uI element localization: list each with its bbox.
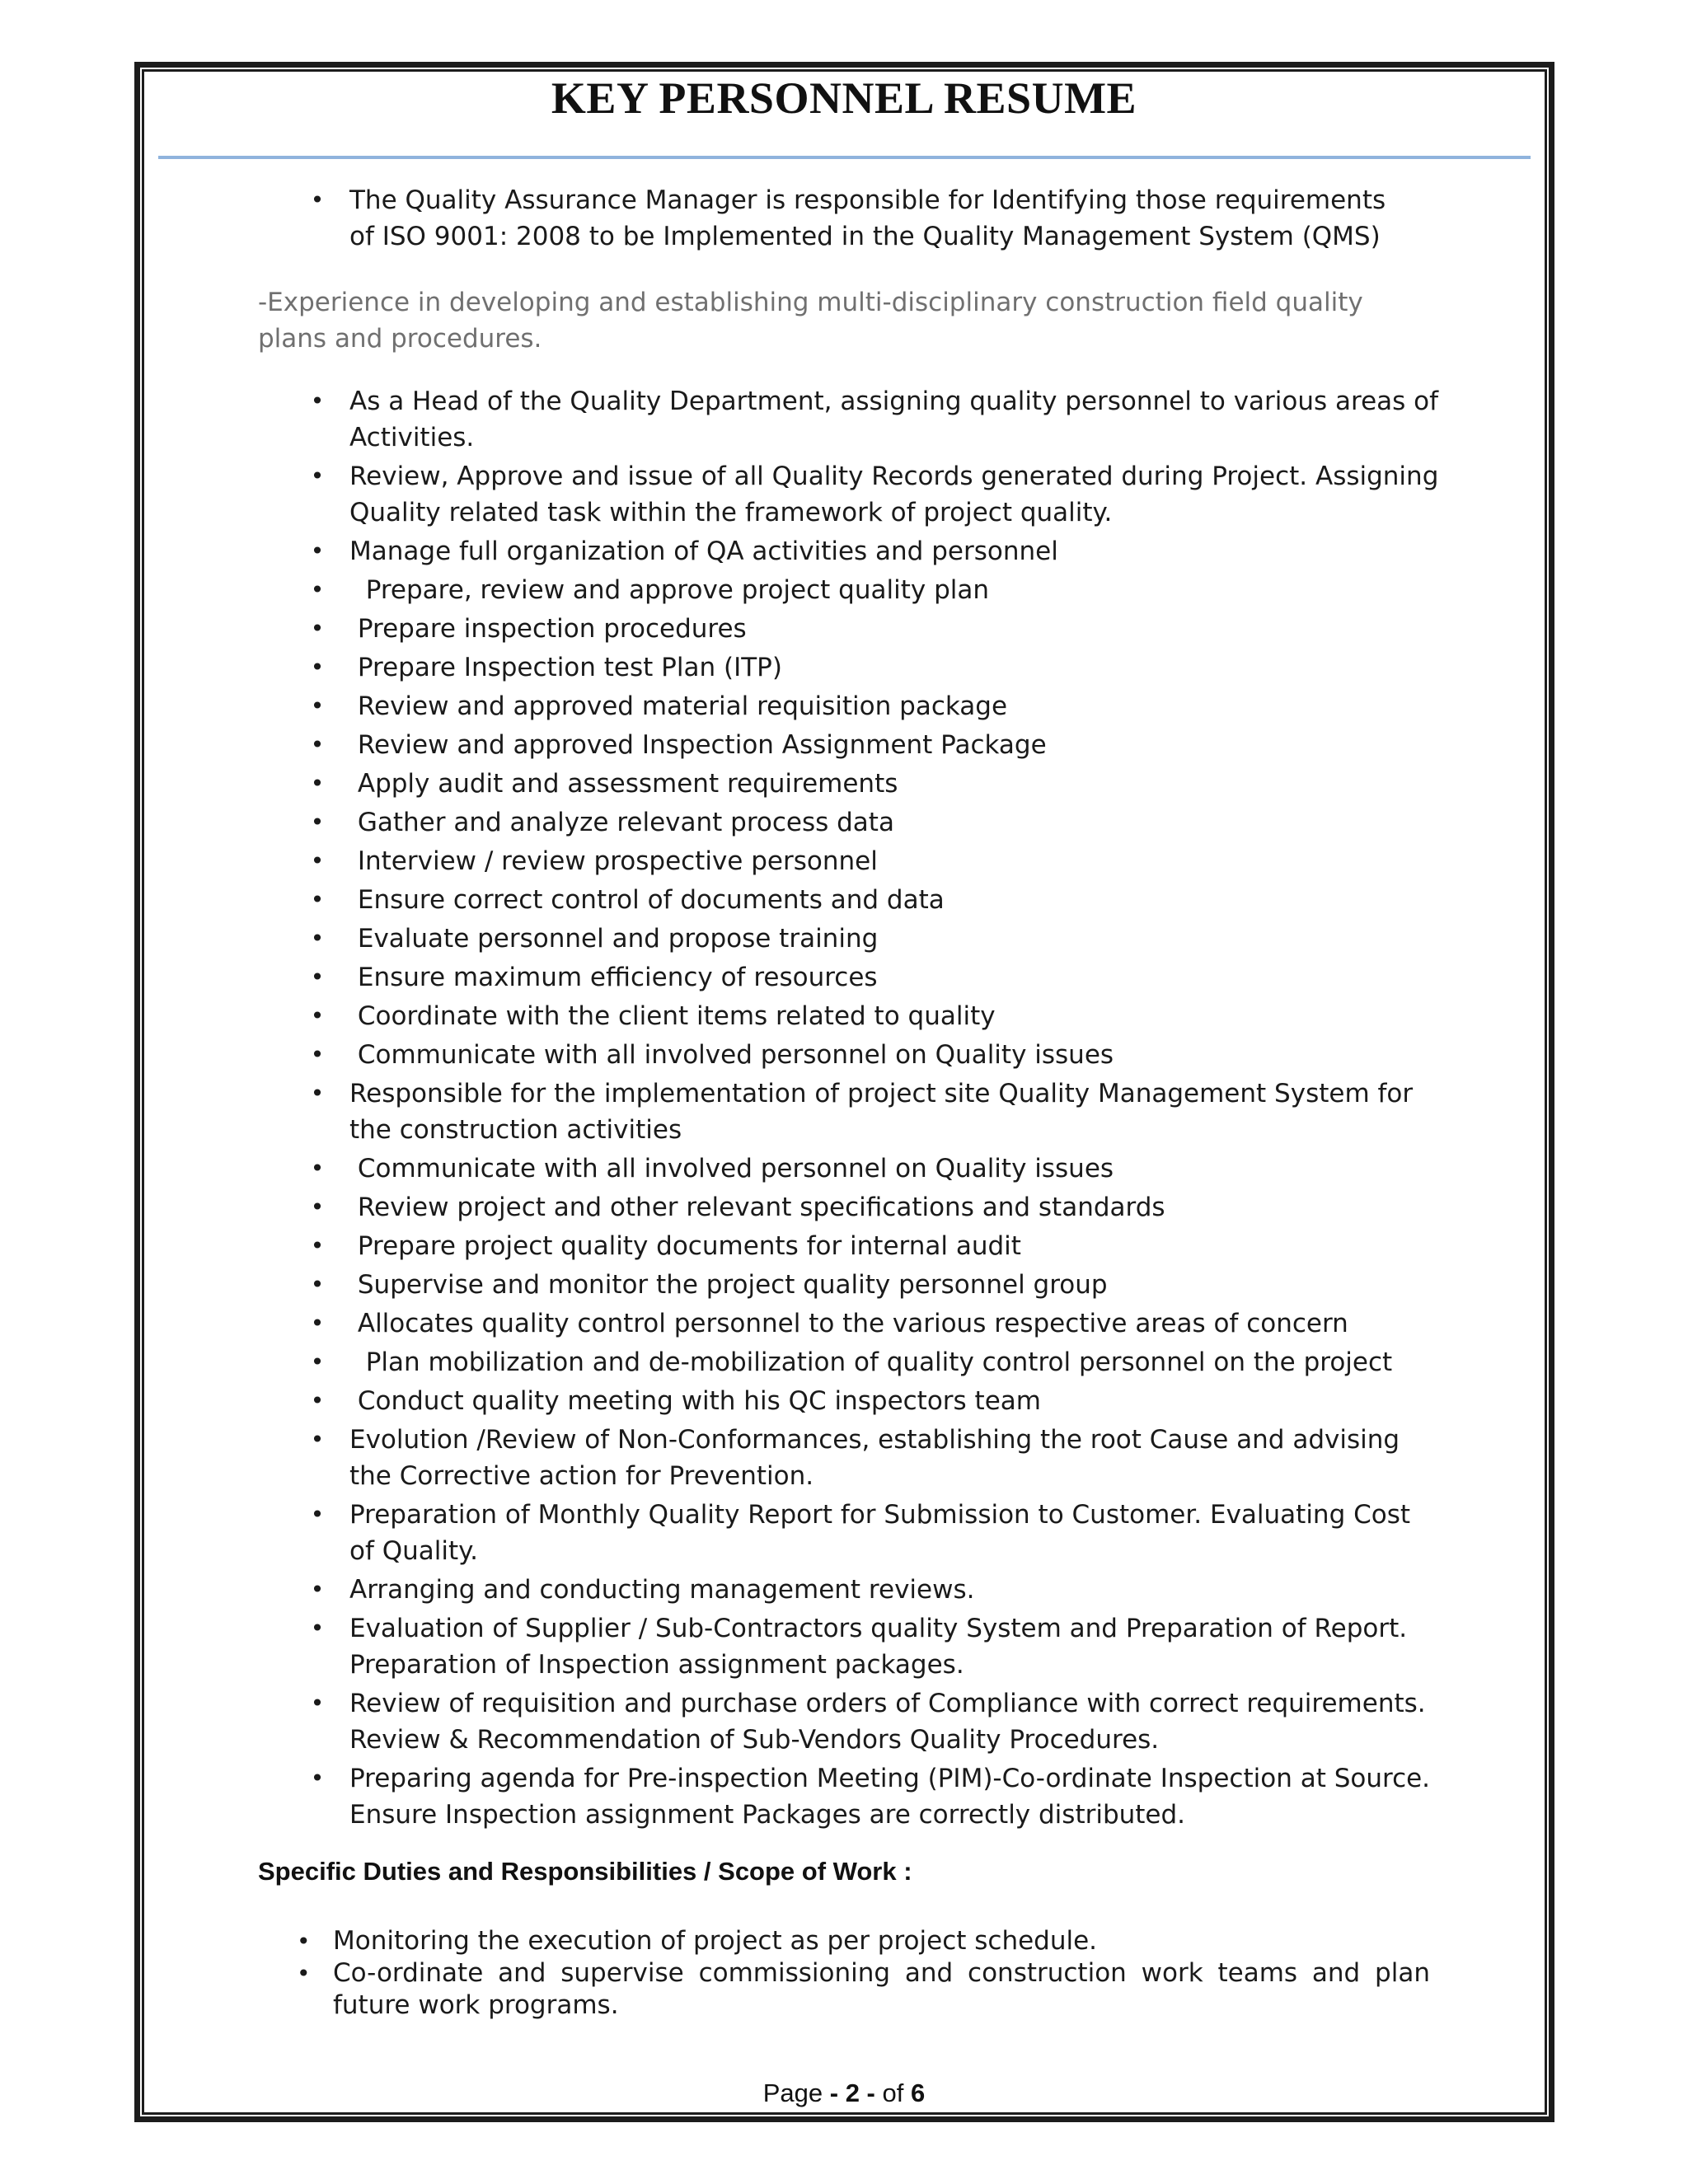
list-item-text: Co-ordinate and supervise commissioning and construction work teams and plan future work programs. (333, 1958, 1438, 2020)
list-item (305, 1422, 1442, 1494)
bullet-icon: • (310, 692, 325, 719)
list-item-text: Review project and other relevant specifications and standards (349, 1193, 1165, 1222)
list-item (305, 688, 1442, 724)
list-item (305, 611, 1442, 647)
bullet-icon: • (310, 1271, 325, 1298)
list-item-text: Plan mobilization and de-mobilization of quality control personnel on the project (349, 1347, 1393, 1377)
list-item-text: Preparation of Monthly Quality Report for Submission to Customer. Evaluating Cost of Quality. (349, 1500, 1418, 1566)
bullet-icon: • (310, 1080, 325, 1107)
list-item (305, 1760, 1442, 1833)
list-item-text: Monitoring the execution of project as per project schedule. (333, 1926, 1098, 1956)
list-item-text: Review, Approve and issue of all Quality Records generated during Project. Assigning Quality related task within the framework of project quality. (349, 462, 1447, 527)
list-item (305, 1383, 1442, 1419)
list-item-text: Apply audit and assessment requirements (349, 769, 898, 799)
scope-bullet-list (297, 1925, 1438, 2022)
document-title: KEY PERSONNEL RESUME (551, 73, 1137, 123)
bullet-icon: • (310, 537, 325, 565)
footer-page-word: Page (762, 2079, 823, 2107)
list-item-text: Arranging and conducting management reviews. (349, 1575, 975, 1605)
list-item-text: Evolution /Review of Non-Conformances, establishing the root Cause and advising the Corrective action for Prevention. (349, 1425, 1408, 1491)
intro-bullet-list (305, 182, 1409, 255)
list-item (305, 1037, 1442, 1073)
bullet-icon: • (310, 770, 325, 797)
list-item-text: Prepare Inspection test Plan (ITP) (349, 653, 782, 682)
bullet-icon: • (310, 186, 325, 213)
list-item (305, 882, 1442, 918)
list-item-text: Communicate with all involved personnel on Quality issues (349, 1040, 1114, 1070)
bullet-icon: • (310, 1765, 325, 1792)
section-heading: Specific Duties and Responsibilities / Scope of Work : (258, 1857, 912, 1886)
bullet-icon: • (310, 387, 325, 415)
list-item-text: Review of requisition and purchase orders of Compliance with correct requirements. Review & Recommendation of Sub-Vendors Quality Procedures. (349, 1689, 1434, 1755)
list-item (305, 1572, 1442, 1608)
page-footer (0, 2079, 1688, 2108)
list-item-text: Communicate with all involved personnel on Quality issues (349, 1154, 1114, 1183)
list-item (297, 1957, 1438, 2022)
list-item-text: Manage full organization of QA activities and personnel (349, 537, 1058, 566)
bullet-icon: • (310, 462, 325, 490)
bullet-icon: • (310, 847, 325, 874)
list-item (305, 458, 1447, 531)
bullet-icon: • (310, 1002, 325, 1029)
list-item-text: Interview / review prospective personnel (349, 846, 878, 876)
list-item (297, 1925, 1430, 1957)
list-item-text: Evaluate personnel and propose training (349, 924, 879, 954)
list-item-text: Preparing agenda for Pre-inspection Meeting (PIM)-Co-ordinate Inspection at Source. Ensure Inspection assignment Packages are correctly distributed. (349, 1764, 1438, 1830)
list-item (305, 1305, 1442, 1342)
bullet-icon: • (310, 886, 325, 913)
list-item-text: Allocates quality control personnel to the various respective areas of concern (349, 1309, 1348, 1338)
bullet-icon: • (310, 1501, 325, 1528)
list-item (305, 1267, 1442, 1303)
bullet-icon: • (310, 1348, 325, 1376)
bullet-icon: • (310, 925, 325, 952)
bullet-icon: • (310, 1576, 325, 1603)
bullet-icon: • (310, 1426, 325, 1453)
list-item-text: Ensure maximum efficiency of resources (349, 963, 878, 992)
bullet-icon: • (297, 1928, 311, 1955)
bullet-icon: • (310, 1690, 325, 1717)
list-item-text: Prepare, review and approve project quality plan (349, 575, 990, 605)
bullet-icon: • (310, 1310, 325, 1337)
bullet-icon: • (310, 615, 325, 642)
list-item (305, 383, 1447, 456)
list-item (305, 572, 1442, 608)
list-item (305, 649, 1442, 686)
list-item (305, 921, 1442, 957)
list-item (305, 843, 1442, 879)
bullet-icon: • (310, 731, 325, 758)
list-item (305, 1685, 1442, 1758)
bullet-icon: • (297, 1960, 311, 1987)
list-item (305, 1189, 1442, 1226)
bullet-icon: • (310, 654, 325, 681)
list-item (305, 998, 1442, 1034)
list-item-text: Responsible for the implementation of project site Quality Management System for the construction activities (349, 1079, 1421, 1145)
bullet-icon: • (310, 1193, 325, 1221)
footer-current-page: - 2 - (829, 2079, 875, 2107)
list-item (305, 1497, 1442, 1569)
list-item-text: Supervise and monitor the project quality personnel group (349, 1270, 1108, 1300)
list-item (305, 959, 1442, 996)
title-divider (158, 156, 1531, 159)
list-item (305, 533, 1442, 569)
bullet-icon: • (310, 808, 325, 836)
list-item (305, 182, 1409, 255)
list-item-text: Review and approved material requisition package (349, 691, 1008, 721)
bullet-icon: • (310, 1232, 325, 1259)
list-item-text: Ensure correct control of documents and data (349, 885, 945, 915)
list-item-text: As a Head of the Quality Department, assigning quality personnel to various areas of Activities. (349, 387, 1447, 452)
list-item-text: The Quality Assurance Manager is responsible for Identifying those requirements of ISO 9001: 2008 to be Implemented in the Quality Management System (QMS) (349, 185, 1410, 251)
list-item-text: Review and approved Inspection Assignment Package (349, 730, 1047, 760)
list-item (305, 727, 1442, 763)
list-item (305, 1610, 1442, 1683)
bullet-icon: • (310, 1387, 325, 1414)
list-item (305, 1151, 1442, 1187)
list-item (305, 1228, 1442, 1264)
list-item (305, 1076, 1442, 1148)
list-item-text: Prepare inspection procedures (349, 614, 747, 644)
list-item-text: Conduct quality meeting with his QC inspectors team (349, 1386, 1041, 1416)
duty-bullet-list (305, 383, 1447, 1835)
footer-of-word: of (882, 2079, 904, 2107)
bullet-icon: • (310, 576, 325, 603)
list-item (305, 1344, 1442, 1380)
list-item-text: Prepare project quality documents for internal audit (349, 1231, 1021, 1261)
bullet-icon: • (310, 1615, 325, 1642)
bullet-icon: • (310, 1041, 325, 1068)
list-item-text: Evaluation of Supplier / Sub-Contractors quality System and Preparation of Report. Preparation of Inspection assignment packages. (349, 1614, 1415, 1680)
bullet-icon: • (310, 963, 325, 991)
bullet-icon: • (310, 1155, 325, 1182)
list-item-text: Coordinate with the client items related to quality (349, 1001, 996, 1031)
list-item (305, 804, 1442, 841)
list-item (305, 766, 1442, 802)
experience-note: -Experience in developing and establishing multi-disciplinary construction field quality plans and procedures. (258, 288, 1363, 354)
footer-total-pages: 6 (911, 2079, 926, 2107)
list-item-text: Gather and analyze relevant process data (349, 808, 894, 837)
